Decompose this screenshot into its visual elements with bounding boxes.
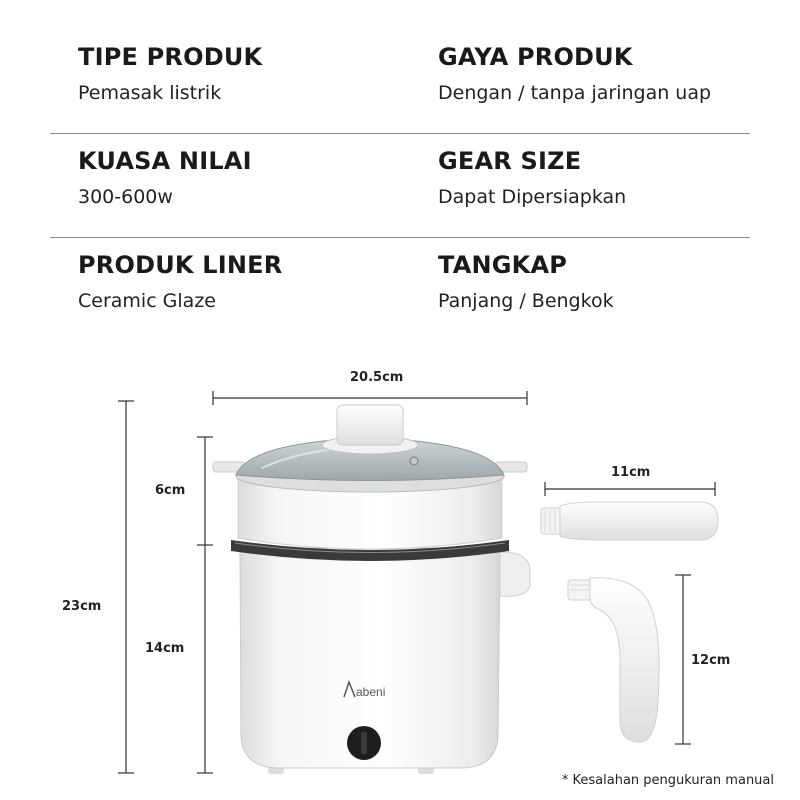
spec-title: TANGKAP	[438, 251, 568, 279]
section-height-dimension-line	[197, 437, 213, 773]
curved-handle-dimension-line	[675, 575, 691, 744]
spec-value: Dengan / tanpa jaringan uap	[438, 82, 712, 104]
measurement-note: * Kesalahan pengukuran manual	[561, 773, 774, 788]
straight-handle-dimension-line	[545, 482, 715, 496]
spec-value: Pemasak listrik	[78, 82, 222, 104]
spec-value: Ceramic Glaze	[78, 290, 216, 312]
spec-title: GEAR SIZE	[438, 147, 582, 175]
spec-title: GAYA PRODUK	[438, 43, 633, 71]
brand-name: abeni	[356, 685, 386, 699]
width-label: 20.5cm	[350, 370, 404, 385]
spec-title: KUASA NILAI	[78, 147, 252, 175]
spec-title: PRODUK LINER	[78, 251, 283, 279]
curved-handle	[568, 578, 659, 742]
spec-title: TIPE PRODUK	[78, 43, 263, 71]
electric-cooker	[213, 405, 530, 774]
straight-handle	[541, 502, 718, 540]
spec-value: Panjang / Bengkok	[438, 290, 614, 312]
steamer-height-label: 6cm	[155, 483, 186, 498]
total-height-dimension-line	[118, 401, 134, 773]
width-dimension-line	[213, 391, 527, 405]
straight-handle-label: 11cm	[611, 465, 651, 480]
curved-handle-label: 12cm	[691, 653, 731, 668]
spec-value: 300-600w	[78, 186, 173, 208]
total-height-label: 23cm	[62, 599, 102, 614]
spec-value: Dapat Dipersiapkan	[438, 186, 627, 208]
pot-height-label: 14cm	[145, 641, 185, 656]
